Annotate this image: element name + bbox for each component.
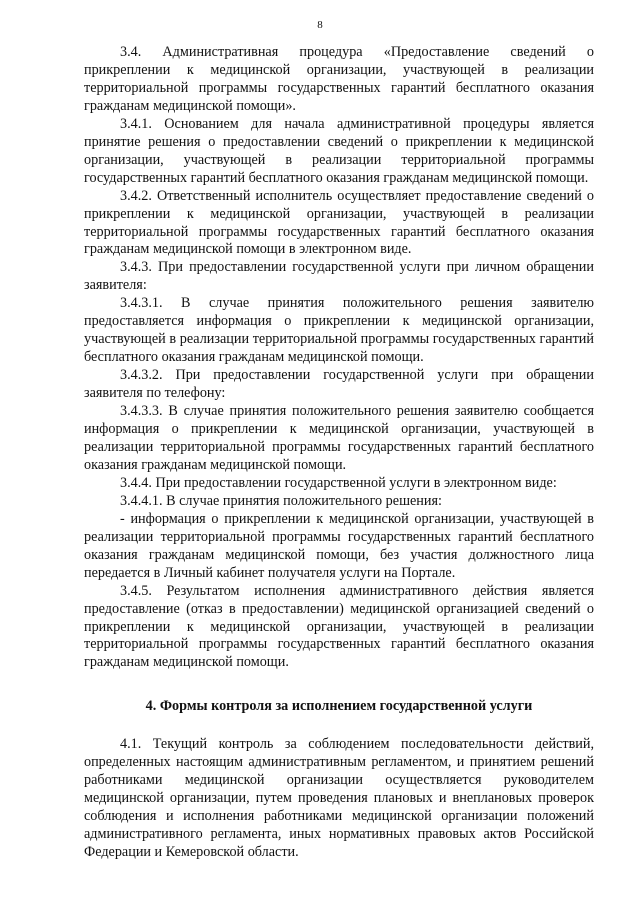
paragraph-3-4-4-1-item: - информация о прикреплении к медицинской организации, участвующей в реализации территориальной программы государственных гарантий бесплатного оказания гражданам медицинской помощи, без участия должностного лица передается в Личный кабинет получателя услуги на Портале. <box>84 510 594 581</box>
paragraph-3-4-4: 3.4.4. При предоставлении государственной услуги в электронном виде: <box>120 474 557 491</box>
paragraph-3-4: 3.4. Административная процедура «Предоставление сведений о прикреплении к медицинской организации, участвующей в реализации территориальной программы государственных гарантий бесплатного оказания гражданам медицинской помощи». <box>84 44 594 114</box>
paragraph-3-4-3-1: 3.4.3.1. В случае принятия положительного решения заявителю предоставляется информация о прикреплении к медицинской организации, участвующей в реализации территориальной программы государственных гарантий бесплатного оказания гражданам медицинской помощи. <box>84 295 594 366</box>
paragraph-3-4-3-2: 3.4.3.2. При предоставлении государственной услуги при обращении заявителя по телефону: <box>84 367 594 402</box>
section-heading: 4. Формы контроля за исполнением государственной услуги <box>145 698 533 715</box>
paragraph-4-1: 4.1. Текущий контроль за соблюдением последовательности действий, определенных настоящим административным регламентом, и принятием решений работниками медицинской организации осуществляется руководителем медицинской организации, путем проведения плановых и внеплановых проверок соблюдения и исполнения работниками медицинской организации положений административного регламента, иных нормативных правовых актов Российской Федерации и Кемеровской области. <box>84 736 594 861</box>
document-body <box>84 44 594 862</box>
paragraph-3-4-3-3: 3.4.3.3. В случае принятия положительного решения заявителю сообщается информация о прикреплении к медицинской организации, участвующей в реализации территориальной программы государственных гарантий бесплатного оказания гражданам медицинской помощи. <box>84 403 594 473</box>
paragraph-3-4-2: 3.4.2. Ответственный исполнитель осуществляет предоставление сведений о прикреплении к медицинской организации, участвующей в реализации территориальной программы государственных гарантий бесплатного оказания гражданам медицинской помощи в электронном виде. <box>84 187 594 258</box>
page-number: 8 <box>317 19 323 31</box>
paragraph-3-4-4-1: 3.4.4.1. В случае принятия положительного решения: <box>120 492 442 509</box>
paragraph-3-4-3: 3.4.3. При предоставлении государственной услуги при личном обращении заявителя: <box>84 259 594 294</box>
paragraph-3-4-5: 3.4.5. Результатом исполнения административного действия является предоставление (отказ в предоставлении) медицинской организацией сведений о прикреплении к медицинской организации, участвующей в реализации территориальной программы государственных гарантий бесплатного оказания гражданам медицинской помощи. <box>84 582 594 671</box>
paragraph-3-4-1: 3.4.1. Основанием для начала административной процедуры является принятие решения о предоставлении сведений о прикреплении к медицинской организации, участвующей в реализации территориальной программы государственных гарантий бесплатного оказания гражданам медицинской помощи. <box>84 115 594 186</box>
